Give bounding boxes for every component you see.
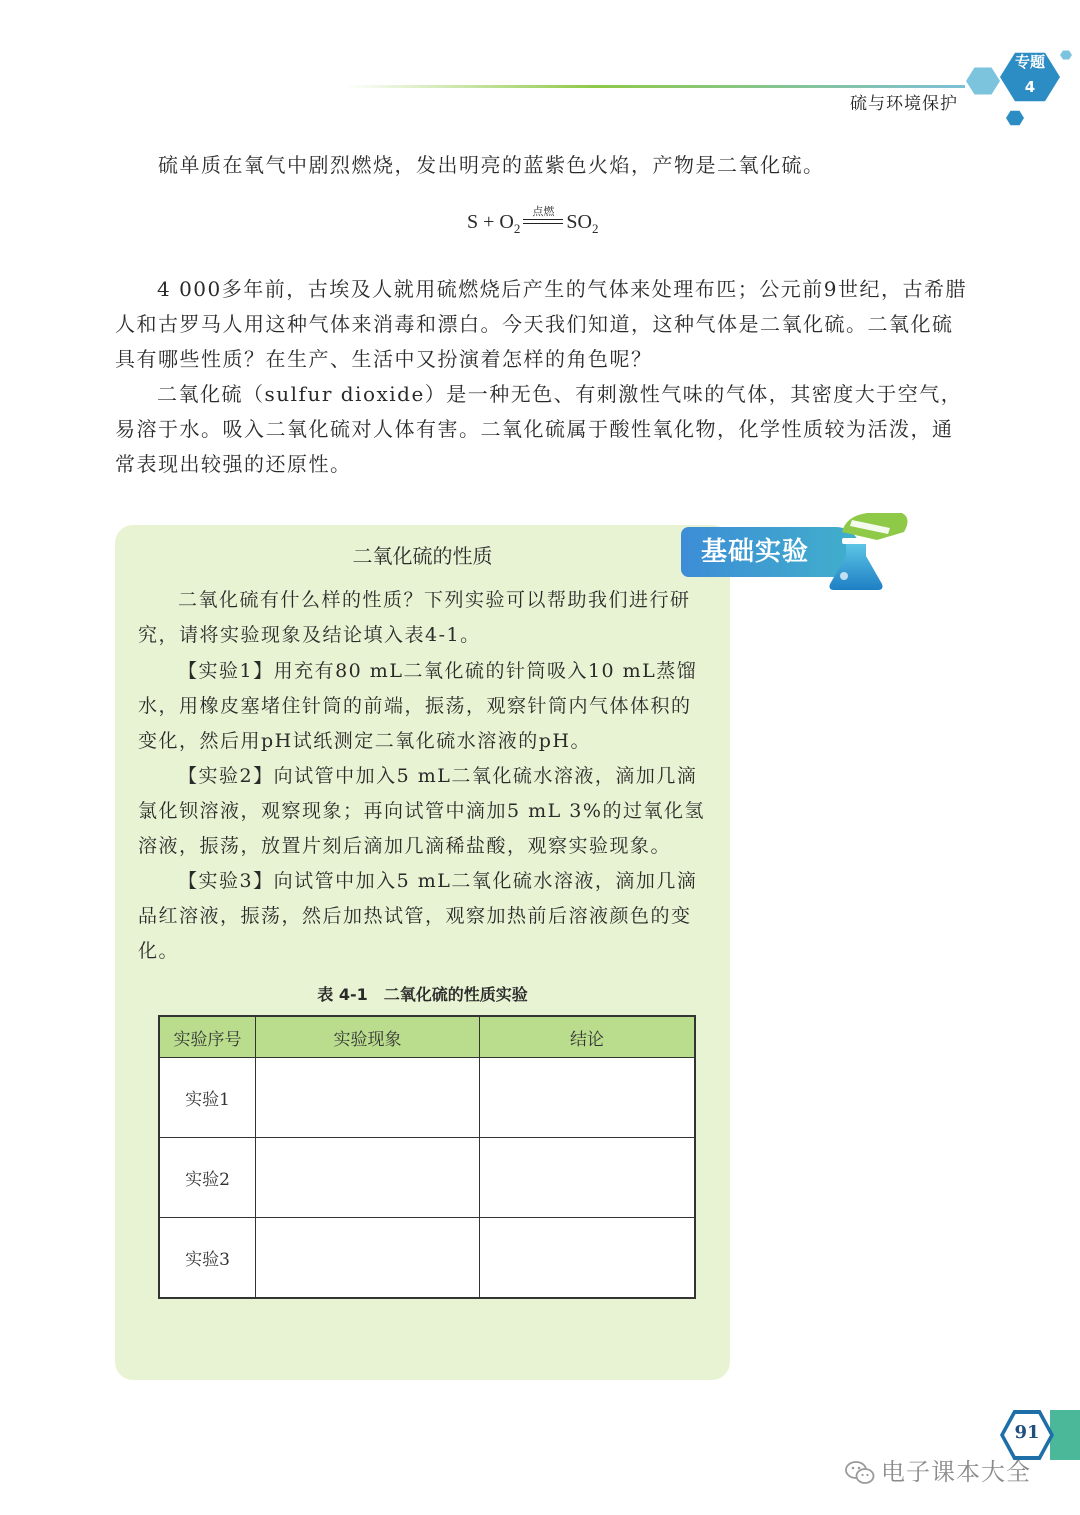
experiment-1-text: 【实验1】用充有80 mL二氧化硫的针筒吸入10 mL蒸馏水，用橡皮塞堵住针筒的前端，振荡，观察针筒内气体体积的变化，然后用pH试纸测定二氧化硫水溶液的pH。 xyxy=(138,660,698,752)
page-edge-bar xyxy=(1050,1410,1080,1460)
equation-product: SO xyxy=(566,211,592,233)
hexagon-decoration xyxy=(966,66,1000,96)
phenomenon-cell[interactable] xyxy=(256,1138,480,1218)
equation-reactants: S + O xyxy=(467,211,514,233)
table-header-row xyxy=(159,1016,695,1058)
header-rule xyxy=(345,85,965,88)
table-row xyxy=(159,1218,695,1299)
chemical-equation xyxy=(467,205,599,237)
properties-paragraph: 二氧化硫（sulfur dioxide）是一种无色、有刺激性气味的气体，其密度大于空气，易溶于水。吸入二氧化硫对人体有害。二氧化硫属于酸性氧化物，化学性质较为活泼，通常表现出较强的还原性。 xyxy=(115,382,963,476)
table-row xyxy=(159,1138,695,1218)
hexagon-decoration xyxy=(1006,110,1024,126)
row-id-cell: 实验2 xyxy=(159,1138,256,1218)
equation-condition: 点燃 xyxy=(532,205,555,219)
phenomenon-cell[interactable] xyxy=(256,1218,480,1299)
column-header-phenomenon: 实验现象 xyxy=(256,1016,480,1058)
conclusion-cell[interactable] xyxy=(480,1218,696,1299)
equation-subscript: 2 xyxy=(591,221,599,236)
hexagon-decoration xyxy=(1060,50,1072,60)
row-id-cell: 实验1 xyxy=(159,1058,256,1138)
topic-number: 4 xyxy=(1024,78,1036,96)
experiment-title: 二氧化硫的性质 xyxy=(352,544,493,568)
conclusion-cell[interactable] xyxy=(480,1138,696,1218)
wechat-icon xyxy=(845,1460,875,1486)
experiment-3-text: 【实验3】向试管中加入5 mL二氧化硫水溶液，滴加几滴品红溶液，振荡，然后加热试管，观察加热前后溶液颜色的变化。 xyxy=(138,870,698,962)
experiment-badge: 基础实验 xyxy=(681,527,861,577)
experiment-table xyxy=(158,1015,696,1299)
watermark xyxy=(845,1452,1031,1487)
chapter-subtitle: 硫与环境保护 xyxy=(850,94,958,114)
topic-hexagon-badge xyxy=(960,44,1070,134)
row-id-cell: 实验3 xyxy=(159,1218,256,1299)
intro-line: 硫单质在氧气中剧烈燃烧，发出明亮的蓝紫色火焰，产物是二氧化硫。 xyxy=(158,153,825,177)
equation-equals-sign xyxy=(523,205,563,233)
test-tube-icon xyxy=(822,510,912,594)
table-caption: 表 4-1 二氧化硫的性质实验 xyxy=(317,985,528,1004)
column-header-id: 实验序号 xyxy=(159,1016,256,1058)
experiment-intro: 二氧化硫有什么样的性质？下列实验可以帮助我们进行研究，请将实验现象及结论填入表4-1。 xyxy=(138,589,691,646)
column-header-conclusion: 结论 xyxy=(480,1016,696,1058)
page-number: 91 xyxy=(1014,1422,1040,1443)
watermark-text: 电子课本大全 xyxy=(881,1458,1031,1486)
history-paragraph: 4 000多年前，古埃及人就用硫燃烧后产生的气体来处理布匹；公元前9世纪，古希腊人和古罗马人用这种气体来消毒和漂白。今天我们知道，这种气体是二氧化硫。二氧化硫具有哪些性质？在生产、生活中又扮演着怎样的角色呢？ xyxy=(115,277,967,371)
equation-subscript: 2 xyxy=(513,221,521,236)
conclusion-cell[interactable] xyxy=(480,1058,696,1138)
topic-label: 专题 xyxy=(1014,53,1045,71)
phenomenon-cell[interactable] xyxy=(256,1058,480,1138)
experiment-2-text: 【实验2】向试管中加入5 mL二氧化硫水溶液，滴加几滴氯化钡溶液，观察现象；再向试管中滴加5 mL 3%的过氧化氢溶液，振荡，放置片刻后滴加几滴稀盐酸，观察实验现象。 xyxy=(138,765,705,857)
table-row xyxy=(159,1058,695,1138)
